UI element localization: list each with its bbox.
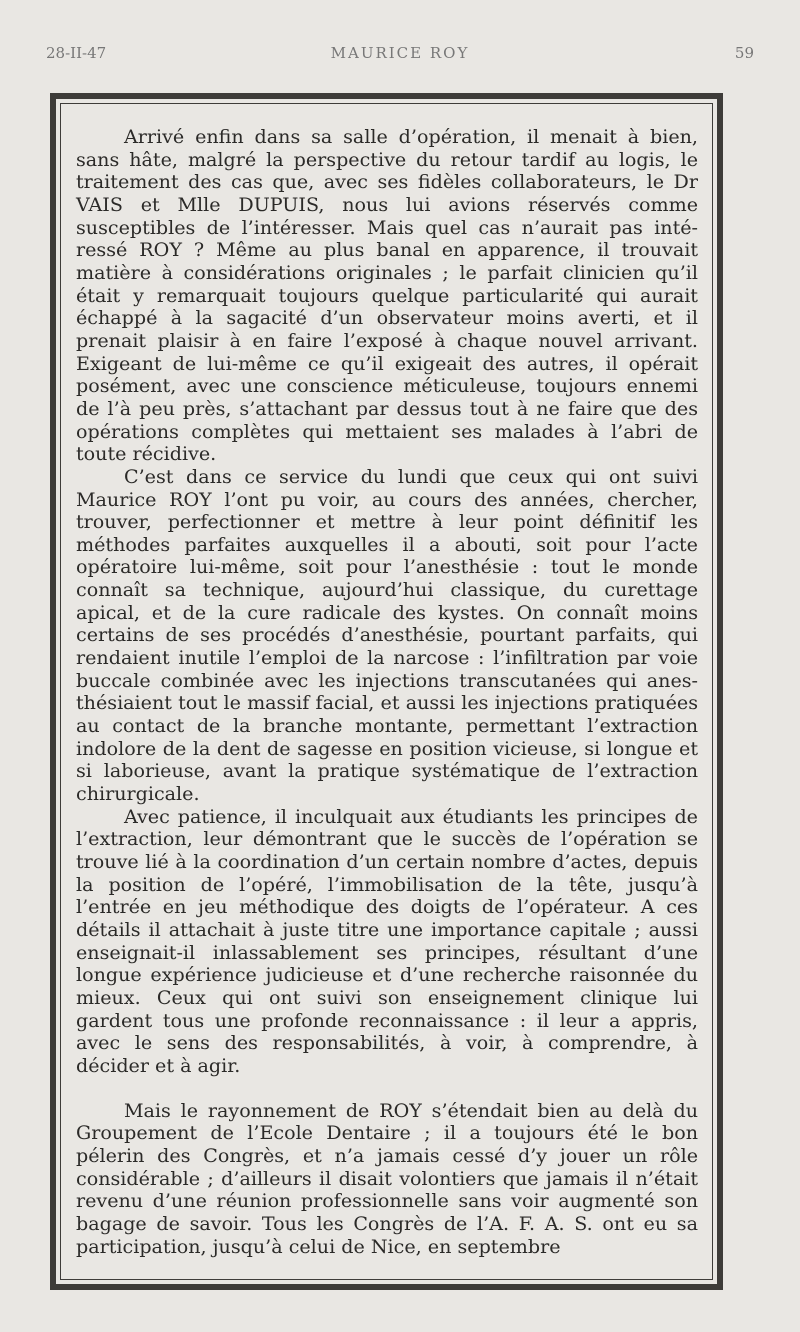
page-number: 59 bbox=[734, 44, 754, 62]
running-head bbox=[46, 44, 754, 68]
paragraph: Arrivé enfin dans sa salle d’opération, il menait à bien, sans hâte, malgré la perspective du retour tardif au logis, le traitement des cas que, avec ses fidèles collaborateurs, le Dr VAIS et Mlle DUPUIS, nous lui avions réservés comme susceptibles de l’intéresser. Mais quel cas n’aurait pas intéressé ROY ? Même au plus banal en apparence, il trouvait matière à considérations originales ; le parfait clinicien qu’il était y remarquait toujours quelque particularité qui aurait échappé à la sagacité d’un observateur moins averti, et il prenait plaisir à en faire l’exposé à chaque nouvel arrivant. Exigeant de lui-même ce qu’il exigeait des autres, il opérait posément, avec une conscience méticuleuse, toujours ennemi de l’à peu près, s’attachant par dessus tout à ne faire que des opérations complètes qui mettaient ses malades à l’abri de toute récidive. bbox=[76, 125, 698, 466]
paragraph: Mais le rayonnement de ROY s’étendait bien au delà du Groupement de l’Ecole Dentaire ; il a toujours été le bon pélerin des Congrès, et n’a jamais cessé d’y jouer un rôle considérable ; d’ailleurs il disait volontiers que jamais il n’était revenu d’une réunion professionnelle sans voir augmenté son bagage de savoir. Tous les Congrès de l’A. F. A. S. ont eu sa participation, jusqu’à celui de Nice, en septembre bbox=[76, 1098, 698, 1258]
paragraph: C’est dans ce service du lundi que ceux qui ont suivi Maurice ROY l’ont pu voir, au cours des années, chercher, trouver, perfectionner et mettre à leur point définitif les méthodes parfaites auxquelles il a abouti, soit pour l’acte opératoire lui-même, soit pour l’anesthésie : tout le monde connaît sa technique, aujourd’hui classique, du curettage apical, et de la cure radicale des kystes. On connaît moins certains de ses procédés d’anesthésie, pourtant parfaits, qui rendaient inutile l’emploi de la narcose : l’infiltration par voie buccale combinée avec les injections transcutanées qui anesthésiaient tout le massif facial, et aussi les injections pratiquées au contact de la branche montante, permettant l’extraction indolore de la dent de sagesse en position vicieuse, si longue et si laborieuse, avant la pratique systématique de l’extraction chirurgicale. bbox=[76, 464, 698, 806]
header-date: 28-II-47 bbox=[46, 44, 107, 62]
header-title: MAURICE ROY bbox=[330, 44, 470, 62]
body-text bbox=[76, 126, 698, 1258]
paragraph: Avec patience, il inculquait aux étudiants les principes de l’extraction, leur démontrant que le succès de l’opération se trouve lié à la coordination d’un certain nombre d’actes, depuis la position de l’opéré, l’immobilisation de la tête, jusqu’à l’entrée en jeu méthodique des doigts de l’opérateur. A ces détails il attachait à juste titre une importance capitale ; aussi enseignait-il inlassablement ses principes, résultant d’une longue expérience judicieuse et d’une recherche raisonnée du mieux. Ceux qui ont suivi son enseignement clinique lui gardent tous une profonde reconnaissance : il leur a appris, avec le sens des responsabilités, à voir, à comprendre, à décider et à agir. bbox=[76, 804, 698, 1077]
